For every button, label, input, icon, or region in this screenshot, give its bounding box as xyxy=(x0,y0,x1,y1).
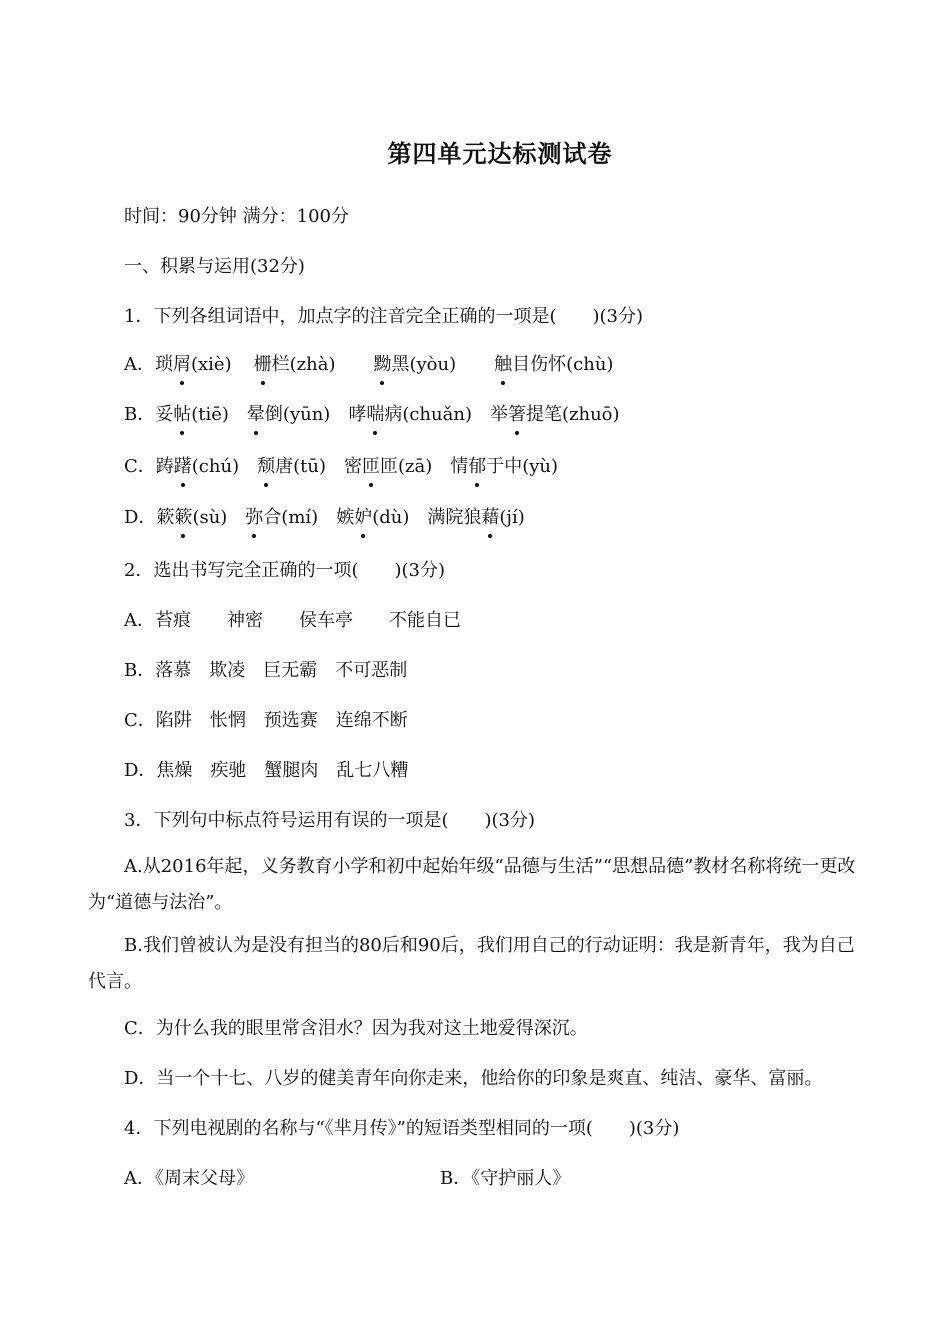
section-heading: 一、积累与运用(32分) xyxy=(124,256,305,277)
question-1-option-c: C．踌躇(chú) 颓唐(tū) 密匝匝(zā) 情郁于中(yù) xyxy=(124,452,558,478)
word: 密匝匝(zā) xyxy=(344,452,432,478)
word: 颓唐(tū) xyxy=(257,452,326,478)
question-2-stem: 2．选出书写完全正确的一项( )(3分) xyxy=(124,560,446,581)
question-3-option-d: D．当一个十七、八岁的健美青年向你走来，他给你的印象是爽直、纯洁、豪华、富丽。 xyxy=(124,1068,823,1089)
question-1-stem: 1．下列各组词语中，加点字的注音完全正确的一项是( )(3分) xyxy=(124,306,644,327)
question-4-option-a: A．《周末父母》 xyxy=(124,1168,254,1189)
word: 妥帖(tiē) xyxy=(155,400,229,426)
exam-meta: 时间：90分钟 满分：100分 xyxy=(124,206,349,227)
word: 满院狼藉(jí) xyxy=(427,503,524,529)
word: 琐屑(xiè) xyxy=(155,350,232,376)
word: 举箸提笔(zhuō) xyxy=(490,400,620,426)
word: 簌簌(sù) xyxy=(156,503,227,529)
question-3-option-b: B.我们曾被认为是没有担当的80后和90后，我们用自己的行动证明：我是新青年，我为自己代言。 xyxy=(88,935,855,992)
word: 情郁于中(yù) xyxy=(450,452,558,478)
question-3-option-a: A.从2016年起，义务教育小学和初中起始年级“品德与生活”“思想品德”教材名称将统一更改为“道德与法治”。 xyxy=(88,856,856,913)
question-3-option-c: C．为什么我的眼里常含泪水？因为我对这土地爱得深沉。 xyxy=(124,1018,588,1039)
word: 触目伤怀(chù) xyxy=(494,350,613,376)
word: 弥合(mí) xyxy=(245,503,318,529)
word: 黝黑(yòu) xyxy=(373,350,456,376)
question-4-option-b: B．《守护丽人》 xyxy=(440,1168,571,1189)
question-3-stem: 3．下列句中标点符号运用有误的一项是( )(3分) xyxy=(124,810,536,831)
question-2-option-d: D．焦燥 疾驰 蟹腿肉 乱七八糟 xyxy=(124,760,409,781)
word: 哮喘病(chuǎn) xyxy=(348,400,472,426)
word: 嫉妒(dù) xyxy=(336,503,409,529)
word: 栅栏(zhà) xyxy=(254,350,336,376)
question-1-option-a: A．琐屑(xiè) 栅栏(zhà) 黝黑(yòu) 触目伤怀(chù) xyxy=(124,350,613,376)
word: 踌躇(chú) xyxy=(156,452,239,478)
page-title: 第四单元达标测试卷 xyxy=(387,139,613,168)
question-4-stem: 4．下列电视剧的名称与“《芈月传》”的短语类型相同的一项( )(3分) xyxy=(124,1118,680,1139)
question-2-option-b: B．落慕 欺凌 巨无霸 不可恶制 xyxy=(124,660,408,681)
question-2-option-c: C．陷阱 怅惘 预选赛 连绵不断 xyxy=(124,710,408,731)
word: 晕倒(yūn) xyxy=(247,400,330,426)
question-1-option-d: D．簌簌(sù) 弥合(mí) 嫉妒(dù) 满院狼藉(jí) xyxy=(124,503,525,529)
question-2-option-a: A．苔痕 神密 侯车亭 不能自已 xyxy=(124,610,461,631)
question-1-option-b: B．妥帖(tiē) 晕倒(yūn) 哮喘病(chuǎn) 举箸提笔(zhuō) xyxy=(124,400,620,426)
